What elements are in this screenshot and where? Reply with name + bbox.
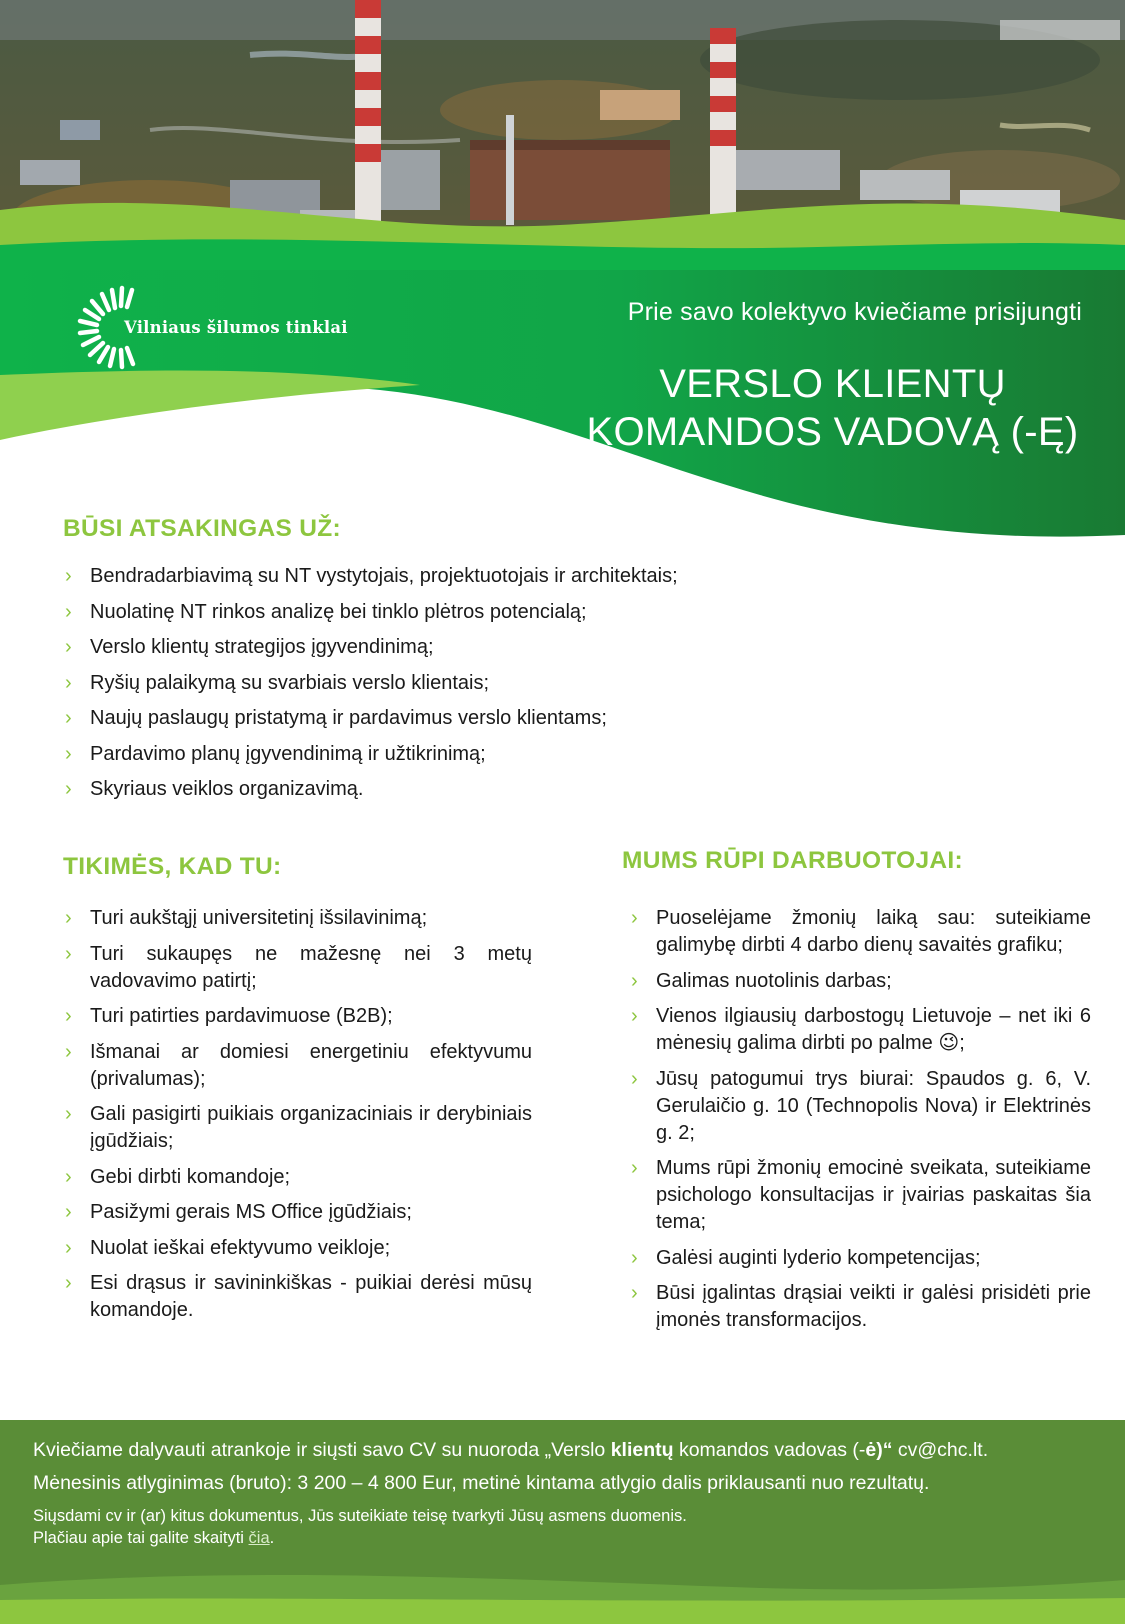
list-item: › Turi aukštąjį universitetinį išsilavinimą; [62,905,532,932]
list-item: › Galėsi auginti lyderio kompetencijas; [628,1245,1091,1272]
responsibilities-list [62,563,822,812]
list-item: › Jūsų patogumui trys biurai: Spaudos g. 6, V. Gerulaičio g. 10 (Technopolis Nova) ir Elektrinės g. 2; [628,1066,1091,1147]
list-item: › Nuolatinę NT rinkos analizę bei tinklo plėtros potencialą; [62,599,822,626]
list-item: › Būsi įgalintas drąsiai veikti ir galėsi prisidėti prie įmonės transformacijos. [628,1280,1091,1334]
list-item: › Ryšių palaikymą su svarbiais verslo klientais; [62,670,822,697]
list-item: › Pardavimo planų įgyvendinimą ir užtikrinimą; [62,741,822,768]
list-item: › Pasižymi gerais MS Office įgūdžiais; [62,1199,532,1226]
more-info-suffix: . [269,1529,275,1547]
consent-text: Siųsdami cv ir (ar) kitus dokumentus, Jūs suteikiate teisę tvarkyti Jūsų asmens duomenis. [33,1507,687,1525]
expectations-list [62,905,532,1333]
job-title-line-2: KOMANDOS VADOVĄ (-Ę) [586,410,1079,454]
list-item: › Puoselėjame žmonių laiką sau: suteikiame galimybę dirbti 4 darbo dienų savaitės grafiku; [628,905,1091,959]
list-item: › Gebi dirbti komandoje; [62,1164,532,1191]
benefits-list [628,905,1091,1343]
expectations-heading: TIKIMĖS, KAD TU: [63,853,282,880]
salary-text: Mėnesinis atlyginimas (bruto): 3 200 – 4 800 Eur, metinė kintama atlygio dalis priklausanti nuo rezultatų. [33,1472,930,1494]
list-item: › Verslo klientų strategijos įgyvendinimą; [62,634,822,661]
benefits-heading: MUMS RŪPI DARBUOTOJAI: [622,847,963,874]
list-item: › Vienos ilgiausių darbostogų Lietuvoje – net iki 6 mėnesių galima dirbti po palme 😉; [628,1003,1091,1057]
more-info-text [33,1529,274,1548]
list-item: › Mums rūpi žmonių emocinė sveikata, suteikiame psichologo konsultacijas ir įvairias paskaitas šia tema; [628,1155,1091,1236]
apply-email: cv@chc.lt. [892,1439,989,1461]
more-info-link[interactable]: čia [248,1529,270,1547]
responsibilities-heading: BŪSI ATSAKINGAS UŽ: [63,515,341,542]
list-item: › Galimas nuotolinis darbas; [628,968,1091,995]
list-item: › Išmanai ar domiesi energetiniu efektyvumu (privalumas); [62,1039,532,1093]
list-item: › Turi sukaupęs ne mažesnę nei 3 metų vadovavimo patirtį; [62,941,532,995]
invite-text: Prie savo kolektyvo kviečiame prisijungti [627,298,1082,326]
more-info-prefix: Plačiau apie tai galite skaityti [33,1529,249,1547]
list-item: › Bendradarbiavimą su NT vystytojais, projektuotojais ir architektais; [62,563,822,590]
header-wave [0,190,1125,270]
list-item: › Gali pasigirti puikiais organizaciniais ir derybiniais įgūdžiais; [62,1101,532,1155]
list-item: › Naujų paslaugų pristatymą ir pardavimus verslo klientams; [62,705,822,732]
list-item: › Skyriaus veiklos organizavimą. [62,776,822,803]
job-title-line-1: VERSLO KLIENTŲ [659,362,1006,406]
apply-text-middle: komandos vadovas (- [673,1439,866,1461]
job-title [560,360,1105,456]
list-item: › Esi drąsus ir savininkiškas - puikiai derėsi mūsų komandoje. [62,1270,532,1324]
brand-name: Vilniaus šilumos tinklai [124,318,348,337]
apply-text [33,1439,988,1462]
list-item: › Nuolat ieškai efektyvumo veikloje; [62,1235,532,1262]
apply-text-bold: klientų [610,1439,674,1461]
apply-text-prefix: Kviečiame dalyvauti atrankoje ir siųsti savo CV su nuoroda „Verslo [33,1439,611,1461]
list-item: › Turi patirties pardavimuose (B2B); [62,1003,532,1030]
apply-text-bold: ė)“ [865,1439,893,1461]
